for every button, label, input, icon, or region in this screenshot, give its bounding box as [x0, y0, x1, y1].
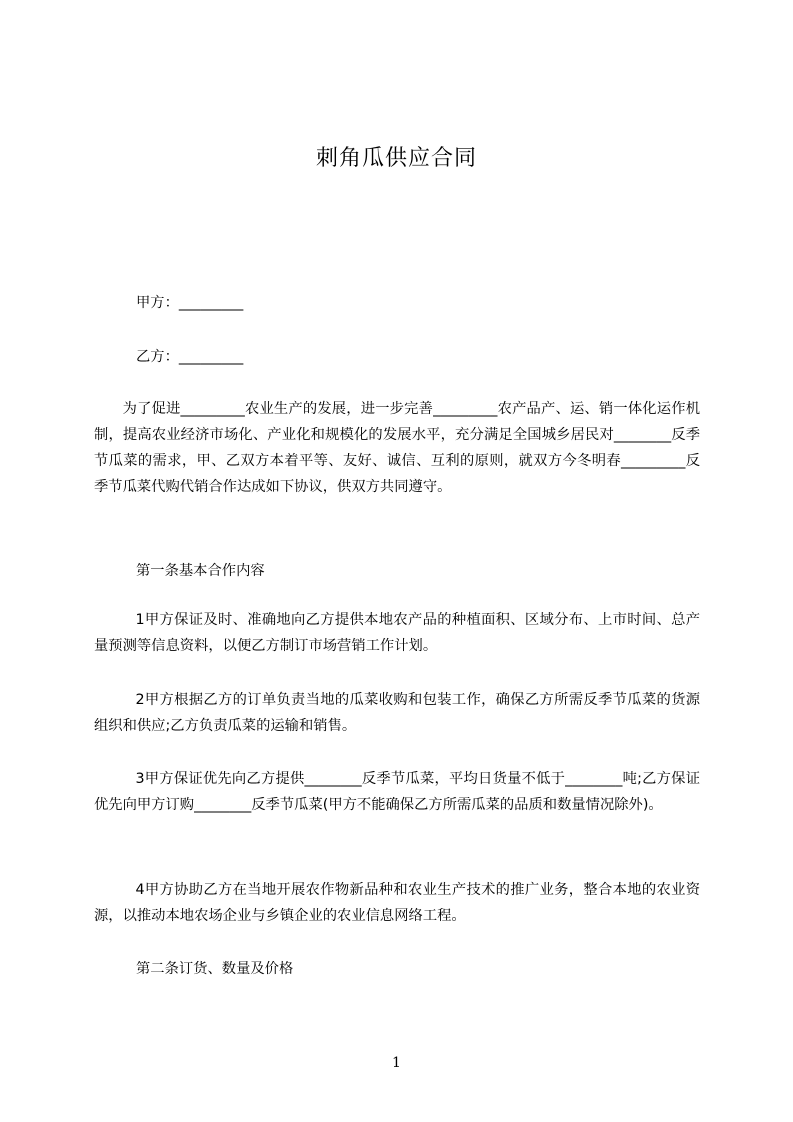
page-number: 1: [392, 1055, 401, 1071]
clause-3-paragraph: [94, 766, 700, 818]
clause-2-text: 2甲方根据乙方的订单负责当地的瓜菜收购和包装工作，确保乙方所需反季节瓜菜的货源组织和供应;乙方负责瓜菜的运输和销售。: [94, 692, 700, 734]
party-b-line: 乙方：_________: [136, 349, 244, 365]
document-title: 刺角瓜供应合同: [315, 146, 477, 171]
clause-1-paragraph: [94, 607, 700, 659]
article-2-heading: 第二条订货、数量及价格: [136, 961, 294, 977]
intro-paragraph: [94, 396, 700, 500]
clause-4-text: 4甲方协助乙方在当地开展农作物新品种和农业生产技术的推广业务，整合本地的农业资源，以推动本地农场企业与乡镇企业的农业信息网络工程。: [94, 882, 700, 924]
article-1-heading: 第一条基本合作内容: [136, 563, 265, 579]
clause-1-text: 1甲方保证及时、准确地向乙方提供本地农产品的种植面积、区域分布、上市时间、总产量预测等信息资料，以便乙方制订市场营销工作计划。: [94, 612, 700, 654]
clause-4-paragraph: [94, 877, 700, 929]
clause-2-paragraph: [94, 687, 700, 739]
clause-3-text: 3甲方保证优先向乙方提供________反季节瓜菜，平均日货量不低于________吨;乙方保证优先向甲方订购________反季节瓜菜(甲方不能确保乙方所需瓜菜的品质和数量情况除外)。: [94, 771, 700, 813]
intro-text: 为了促进_________农业生产的发展，进一步完善_________农产品产、运、销一体化运作机制，提高农业经济市场化、产业化和规模化的发展水平，充分满足全国城乡居民对________反季节瓜菜的需求，甲、乙双方本着平等、友好、诚信、互利的原则，就双方今冬明春_________反季节瓜菜代购代销合作达成如下协议，供双方共同遵守。: [94, 401, 700, 495]
party-a-line: 甲方：_________: [136, 295, 244, 311]
